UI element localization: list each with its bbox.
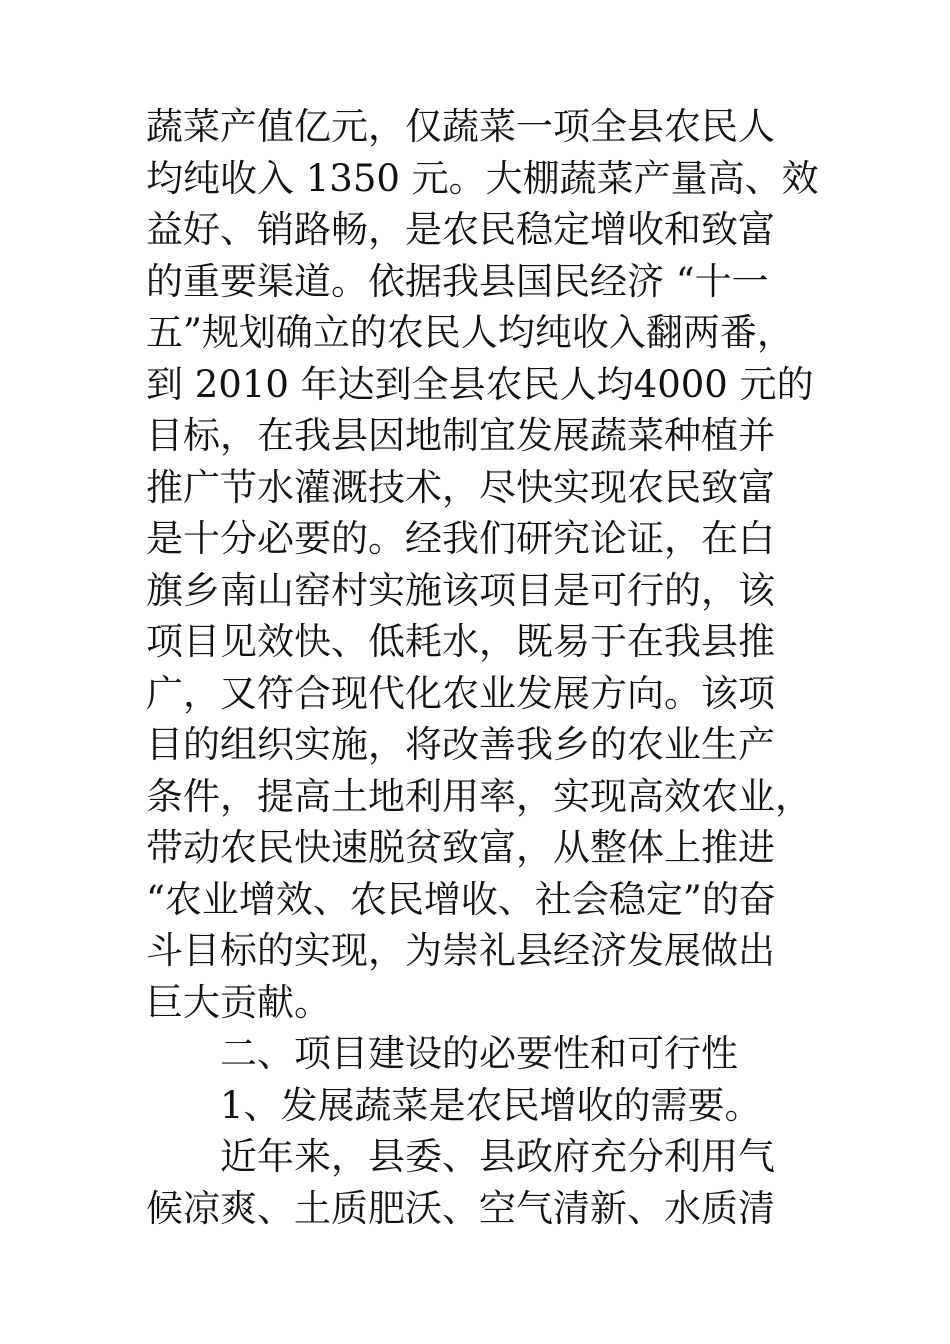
text-line: 目的组织实施，将改善我乡的农业生产 [146, 723, 775, 766]
text-line: 均纯收入 1350 元。大棚蔬菜产量高、效 [146, 156, 819, 200]
text-line: 候凉爽、土质肥沃、空气清新、水质清 [146, 1186, 775, 1230]
body-text [146, 101, 826, 1234]
text-line: 近年来，县委、县政府充分利用气 [220, 1135, 775, 1178]
text-line: 旗乡南山窑村实施该项目是可行的，该 [146, 568, 775, 612]
text-line: 巨大贡献。 [146, 980, 331, 1024]
section-heading: 二、项目建设的必要性和可行性 [220, 1032, 738, 1075]
text-line: 益好、销路畅，是农民稳定增收和致富 [146, 208, 775, 251]
text-line: 五”规划确立的农民人均纯收入翻两番， [146, 311, 794, 354]
text-line: 推广节水灌溉技术，尽快实现农民致富 [146, 465, 775, 509]
text-line: 目标，在我县因地制宜发展蔬菜种植并 [146, 414, 775, 457]
text-line: 的重要渠道。依据我县国民经济 “十一 [146, 259, 769, 303]
text-line: 到 2010 年达到全县农民人均4000 元的 [146, 362, 814, 406]
subheading: 1、发展蔬菜是农民增收的需要。 [220, 1083, 762, 1127]
text-line: 广，又符合现代化农业发展方向。该项 [146, 671, 775, 715]
text-line: 是十分必要的。经我们研究论证，在白 [146, 517, 775, 560]
text-line: “农业增效、农民增收、社会稳定”的奋 [146, 877, 776, 921]
text-line: 蔬菜产值亿元，仅蔬菜一项全县农民人 [146, 105, 775, 148]
text-line: 项目见效快、低耗水，既易于在我县推 [146, 620, 775, 663]
text-line: 斗目标的实现，为崇礼县经济发展做出 [146, 929, 775, 972]
text-line: 带动农民快速脱贫致富，从整体上推进 [146, 826, 775, 869]
text-line: 条件，提高土地利用率，实现高效农业， [146, 774, 812, 818]
